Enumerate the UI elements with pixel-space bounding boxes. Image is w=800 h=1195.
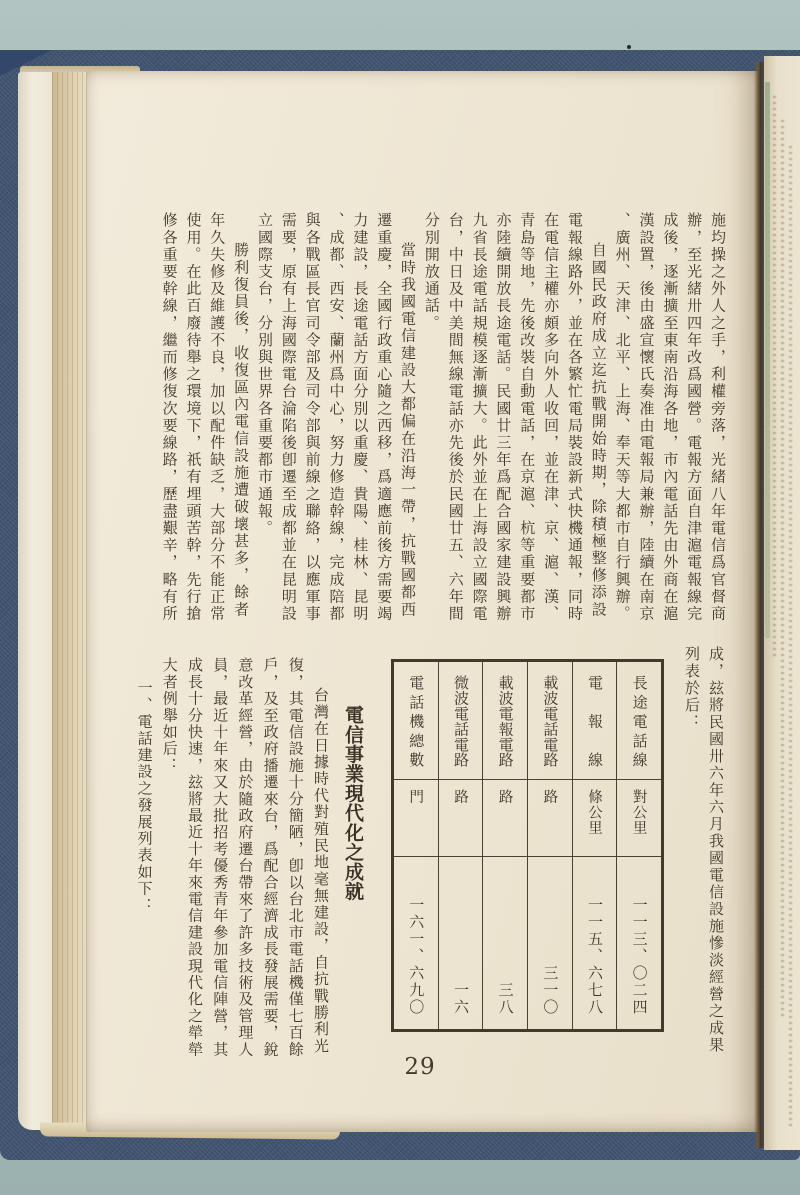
facing-page-ghost-text bbox=[773, 96, 776, 656]
list-item: 一、電話建設之發展列表如下： bbox=[135, 679, 152, 914]
column-header-label: 載波電話電路 bbox=[541, 675, 558, 767]
table-column bbox=[617, 662, 661, 1029]
column-value bbox=[439, 857, 483, 1029]
column-header bbox=[483, 662, 527, 780]
dust-speck bbox=[627, 45, 631, 49]
column-value-text: 三一〇 bbox=[541, 965, 558, 1016]
column-header-label: 載波電報電路 bbox=[496, 675, 513, 767]
column-header bbox=[617, 662, 661, 780]
table-column bbox=[528, 662, 573, 1029]
section-text-block bbox=[130, 657, 332, 1059]
column-header-label: 微波電話電路 bbox=[451, 675, 468, 767]
column-value bbox=[573, 857, 617, 1029]
column-header bbox=[573, 662, 617, 780]
section-heading: 電信事業現代化之成就 bbox=[342, 705, 363, 901]
column-header bbox=[439, 662, 483, 780]
column-unit-label: 路 bbox=[541, 789, 558, 805]
table-column bbox=[483, 662, 528, 1029]
page-number: 29 bbox=[404, 1054, 436, 1080]
column-header bbox=[394, 662, 438, 780]
column-unit-label: 路 bbox=[451, 789, 468, 805]
paragraph: 台灣在日據時代對殖民地毫無建設，自抗戰勝利光復，其電信設施十分簡陋，卽以台北市電話機僅七百餘戶，及至政府播遷來台，爲配合經濟成長發展需要，銳意改革經營，由於隨政府遷台帶來了許多技術及管理人員，最近十年來又大批招考優秀青年參加電信陣營，其成長十分快速，玆將最近十年來電信建設現代化之犖犖大者例舉如后： bbox=[160, 657, 328, 1058]
column-unit bbox=[528, 780, 572, 857]
column-header-label: 長途電話線 bbox=[630, 675, 647, 767]
column-unit bbox=[617, 780, 661, 857]
facing-page-green-edge bbox=[765, 82, 770, 638]
column-value bbox=[483, 857, 527, 1029]
telecom-stats-table bbox=[391, 659, 664, 1032]
column-unit bbox=[439, 780, 483, 857]
column-value-text: 三八 bbox=[496, 982, 513, 1016]
table-column bbox=[394, 662, 439, 1029]
paragraph: 當時我國電信建設大都偏在沿海一帶，抗戰國都西遷重慶，全國行政重心隨之西移，爲適應前後方需要竭力建設，長途電話方面分別以重慶、貴陽、桂林、昆明、成都、西安、蘭州爲中心，努力修造幹線，完成陪都與各戰區長官司令部及司令部與前線之聯絡，以應軍事需要，原有上海國際電台淪陷後卽遷至成都並在昆明設立國際支台，分別與世界各重要都市通報。 bbox=[255, 212, 416, 623]
paragraph-continuation: 施均操之外人之手，利權旁落，光緒八年電信爲官督商辦，至光緒卅四年改爲國營。電報方面自津滬電報線完成後，逐漸擴至東南沿海各地，市內電話先由外商在滬漢設置，後由盛宣懷氏奏准由電報局兼辦，陸續在南京、廣州、天津、北平、上海、奉天等大都市自行興辦。 bbox=[613, 212, 725, 623]
column-header-label: 電話機總數 bbox=[407, 675, 424, 767]
table-intro-text bbox=[677, 646, 727, 1057]
column-unit-label: 門 bbox=[407, 789, 424, 805]
table-column bbox=[439, 662, 484, 1029]
table-column bbox=[573, 662, 618, 1029]
paragraph: 勝利復員後，收復區內電信設施遭破壞甚多，餘者年久失修及維護不良，加以配件缺乏，大部分不能正常使用。在此百廢待舉之環境下，祇有埋頭苦幹，先行搶修各重要幹線，繼而修復次要線路，歷盡艱辛，略有所 bbox=[160, 212, 249, 623]
facing-page-ghost-text bbox=[789, 146, 792, 1126]
column-value bbox=[528, 857, 572, 1029]
column-value-text: 一六 bbox=[451, 982, 468, 1016]
paragraph: 成，玆將民國卅六年六月我國電信設施慘淡經營之成果列表於后： bbox=[683, 646, 723, 1054]
main-text-block bbox=[131, 212, 728, 626]
column-value bbox=[394, 857, 438, 1029]
page-stack-edges bbox=[52, 72, 88, 1134]
column-unit-label: 對公里 bbox=[630, 789, 647, 836]
facing-page-ghost-text bbox=[781, 116, 784, 1016]
column-value-text: 一一五、六七八 bbox=[585, 897, 602, 1016]
column-unit-label: 路 bbox=[496, 789, 513, 805]
column-unit bbox=[394, 780, 438, 857]
column-header bbox=[528, 662, 572, 780]
column-unit bbox=[573, 780, 617, 857]
column-value-text: 一一三、〇二四 bbox=[630, 897, 647, 1016]
column-value-text: 一六一、六九〇 bbox=[407, 897, 424, 1016]
column-value bbox=[617, 857, 661, 1029]
column-header-label: 電報線 bbox=[585, 675, 602, 767]
page-stack-fore-edge bbox=[18, 72, 54, 1130]
column-unit-label: 條公里 bbox=[585, 789, 602, 836]
column-unit bbox=[483, 780, 527, 857]
paragraph: 自國民政府成立迄抗戰開始時期，除積極整修添設電報線路外，並在各繁忙電局裝設新式快機通報，同時在電信主權亦頗多向外人收回，並在津、京、滬、漢、青島等地，先後改裝自動電話，在京滬、杭等重要都市亦陸續開放長途電話。民國廿三年爲配合國家建設興辦九省長途電話規模逐漸擴大。此外並在上海設立國際電台，中日及中美間無線電話亦先後於民國廿五、六年間分別開放通話。 bbox=[422, 212, 606, 623]
